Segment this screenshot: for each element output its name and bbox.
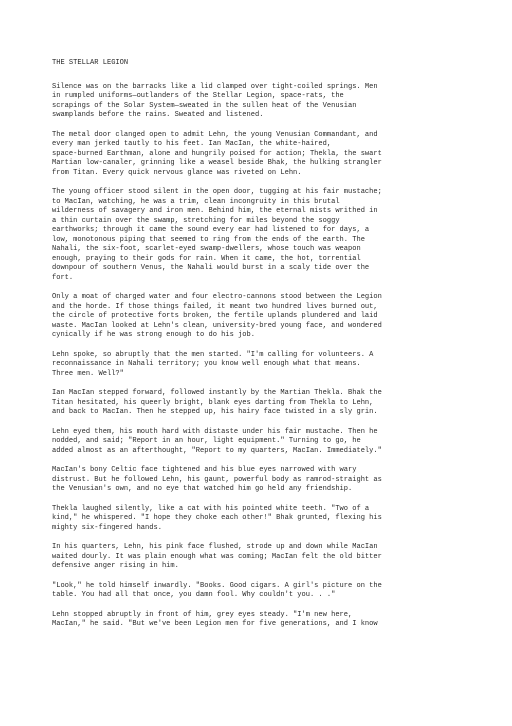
text-line: the Venusian's own, and no eye that watched him go held any friendship. [52, 485, 353, 493]
text-line: defensive anger rising in him. [52, 562, 179, 570]
text-line: The young officer stood silent in the open door, tugging at his fair mustache; [52, 188, 382, 196]
text-line: reconnaissance in Nahali territory; you know well enough what that means. [52, 360, 361, 368]
paragraph [52, 389, 472, 418]
paragraph [52, 543, 472, 572]
paragraph [52, 351, 472, 380]
text-line: space-burned Earthman, alone and hungrily poised for action; Thekla, the swart [52, 149, 382, 158]
text-line: "Look," he told himself inwardly. "Books. Good cigars. A girl's picture on the [52, 581, 382, 590]
text-line: and back to MacIan. Then he stepped up, his hairy face twisted in a sly grin. [52, 408, 378, 416]
text-line: every man jerked tautly to his feet. Ian MacIan, the white-haired, [52, 140, 332, 148]
text-line: waste. MacIan looked at Lehn's clean, university-bred young face, and wondered [52, 321, 382, 330]
paragraph [52, 466, 472, 495]
text-line: wilderness of savagery and iron men. Behind him, the eternal mists writhed in [52, 207, 378, 215]
text-line: cynically if he was strong enough to do his job. [52, 331, 255, 339]
paragraph [52, 428, 472, 457]
text-line: a thin curtain over the swamp, stretching for miles beyond the soggy [52, 216, 340, 225]
document-title: THE STELLAR LEGION [52, 59, 129, 67]
text-line: earthworks; through it came the sound every ear had listened to for days, a [52, 226, 370, 234]
document-body [52, 59, 472, 640]
paragraph [52, 293, 472, 341]
paragraph [52, 582, 472, 601]
text-line: to MacIan, watching, he was a trim, clean incongruity in this brutal [52, 197, 340, 206]
text-line: kind," he whispered. "I hope they choke each other!" Bhak grunted, flexing his [52, 514, 382, 522]
text-line: Ian MacIan stepped forward, followed instantly by the Martian Thekla. Bhak the [52, 389, 382, 397]
paragraph [52, 505, 472, 534]
text-line: from Titan. Every quick nervous glance was riveted on Lehn. [52, 168, 302, 177]
text-line: The metal door clanged open to admit Lehn, the young Venusian Commandant, and [52, 130, 378, 139]
text-line: fort. [52, 273, 74, 282]
text-line: in rumpled uniforms—outlanders of the Stellar Legion, space-rats, the [52, 92, 344, 100]
text-line: Martian low-canaler, grinning like a weasel beside Bhak, the hulking strangler [52, 159, 382, 167]
text-line: Lehn eyed them, his mouth hard with distaste under his fair mustache. Then he [52, 427, 378, 436]
text-line: mighty six-fingered hands. [52, 523, 162, 532]
text-line: MacIan," he said. "But we've been Legion men for five generations, and I know [52, 620, 378, 628]
text-line: Silence was on the barracks like a lid clamped over tight-coiled springs. Men [52, 82, 378, 91]
text-line: Lehn stopped abruptly in front of him, grey eyes steady. "I'm new here, [52, 610, 353, 619]
text-line: swamplands before the rains. Sweated and listened. [52, 111, 264, 119]
text-line: Titan hesitated, his queerly bright, blank eyes darting from Thekla to Lehn, [52, 398, 374, 407]
text-line: enough, praying to their gods for rain. When it came, the hot, torrential [52, 254, 361, 263]
text-line: Only a moat of charged water and four electro-cannons stood between the Legion [52, 293, 382, 301]
paragraph [52, 188, 472, 283]
text-line: waited dourly. It was plain enough what was coming; MacIan felt the old bitter [52, 552, 382, 561]
text-line: Three men. Well?" [52, 369, 124, 378]
text-line: Lehn spoke, so abruptly that the men started. "I'm calling for volunteers. A [52, 350, 374, 359]
text-line: nodded, and said; "Report in an hour, light equipment." Turning to go, he [52, 437, 361, 445]
text-line: the circle of protective forts broken, the fertile uplands plundered and laid [52, 312, 378, 320]
text-line: downpour of southern Venus, the Nahali would burst in a scaly tide over the [52, 264, 370, 272]
text-line: low, monotonous piping that seemed to ring from the ends of the earth. The [52, 235, 365, 244]
text-line: In his quarters, Lehn, his pink face flushed, strode up and down while MacIan [52, 543, 378, 551]
paragraph [52, 131, 472, 179]
paragraph [52, 611, 472, 630]
text-line: added almost as an afterthought, "Report to my quarters, MacIan. Immediately." [52, 446, 382, 455]
paragraph [52, 83, 472, 121]
text-line: MacIan's bony Celtic face tightened and his blue eyes narrowed with wary [52, 466, 357, 474]
text-line: table. You had all that once, you damn fool. Why couldn't you. . ." [52, 591, 336, 599]
text-line: scrapings of the Solar System—sweated in the sullen heat of the Venusian [52, 101, 357, 110]
text-line: Nahali, the six-foot, scarlet-eyed swamp-dwellers, whose touch was weapon [52, 245, 361, 253]
paragraph-container [52, 83, 472, 630]
text-line: Thekla laughed silently, like a cat with his pointed white teeth. "Two of a [52, 504, 370, 513]
text-line: and the horde. If those things failed, it meant two hundred lives burned out, [52, 302, 378, 311]
text-line: distrust. But he followed Lehn, his gaunt, powerful body as ramrod-straight as [52, 475, 382, 484]
